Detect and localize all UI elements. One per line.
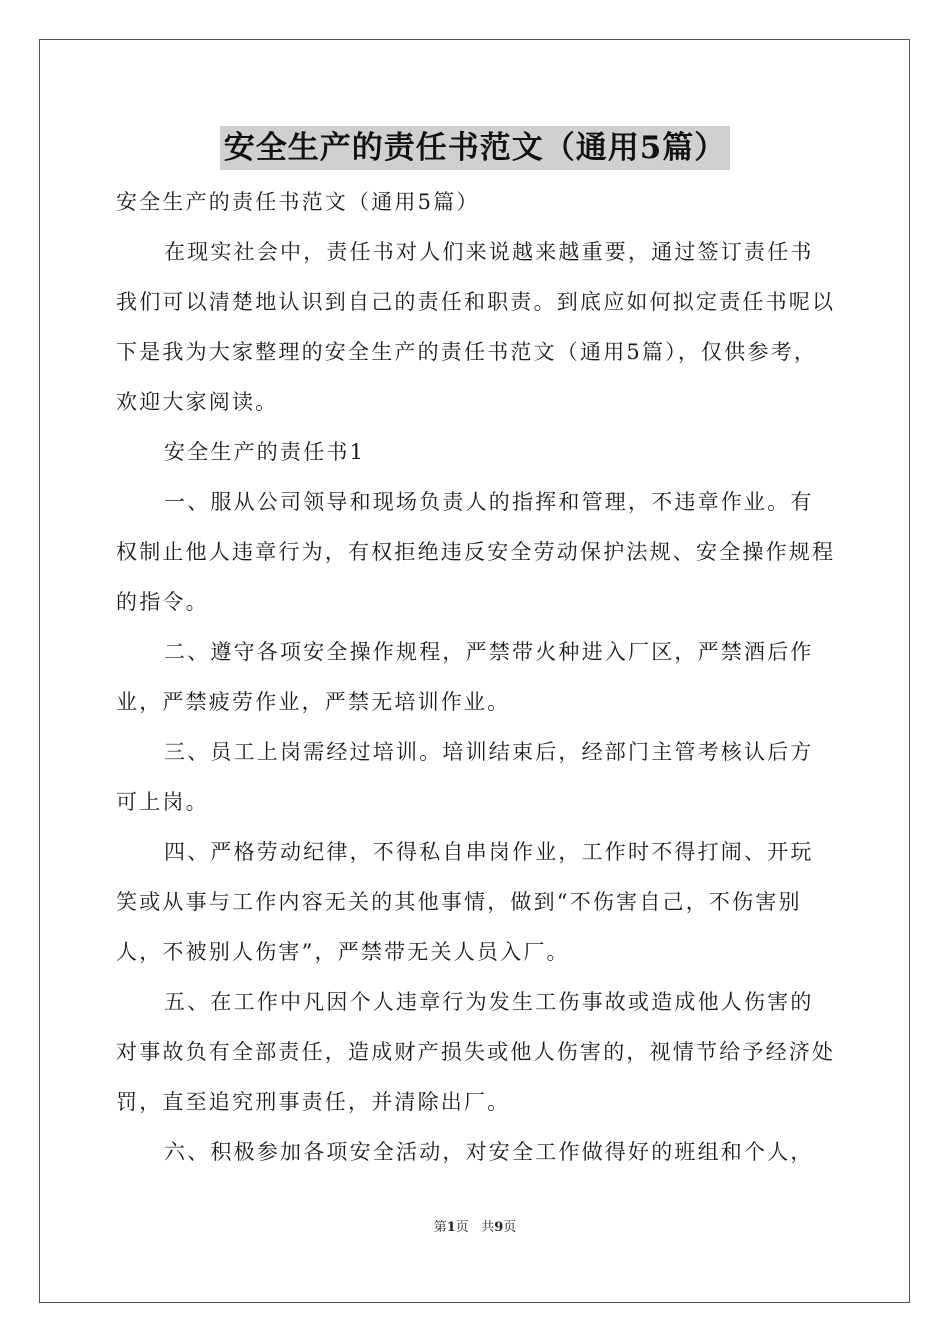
clause-3: 三、员工上岗需经过培训。培训结束后，经部门主管考核认后方可上岗。 — [116, 740, 814, 814]
total-prefix: 共 — [481, 1220, 495, 1235]
total-suffix: 页 — [503, 1220, 517, 1235]
title-area — [0, 126, 950, 170]
clause-6: 六、积极参加各项安全活动，对安全工作做得好的班组和个人， — [164, 1140, 814, 1164]
page-current: 1 — [446, 1220, 456, 1235]
clause-2: 二、遵守各项安全操作规程，严禁带火种进入厂区，严禁酒后作业，严禁疲劳作业，严禁无培训作业。 — [116, 640, 814, 714]
page-suffix: 页 — [455, 1220, 469, 1235]
document-body — [116, 177, 836, 1177]
section-heading: 安全生产的责任书1 — [164, 440, 366, 464]
clause-4: 四、严格劳动纪律，不得私自串岗作业，工作时不得打闹、开玩笑或从事与工作内容无关的其他事情，做到“不伤害自己，不伤害别人，不被别人伤害”，严禁带无关人员入厂。 — [116, 840, 814, 964]
clause-1: 一、服从公司领导和现场负责人的指挥和管理，不违章作业。有权制止他人违章行为，有权拒绝违反安全劳动保护法规、安全操作规程的指令。 — [116, 490, 836, 614]
subtitle-line: 安全生产的责任书范文（通用5篇） — [116, 190, 480, 214]
intro-paragraph: 在现实社会中，责任书对人们来说越来越重要，通过签订责任书我们可以清楚地认识到自己的责任和职责。到底应如何拟定责任书呢以下是我为大家整理的安全生产的责任书范文（通用5篇），仅供参考，欢迎大家阅读。 — [116, 240, 836, 414]
document-title: 安全生产的责任书范文（通用5篇） — [220, 126, 731, 170]
page-total: 9 — [494, 1220, 504, 1235]
page-prefix: 第 — [433, 1220, 447, 1235]
clause-5: 五、在工作中凡因个人违章行为发生工伤事故或造成他人伤害的对事故负有全部责任，造成财产损失或他人伤害的，视情节给予经济处罚，直至追究刑事责任，并清除出厂。 — [116, 990, 836, 1114]
page-footer — [0, 1216, 950, 1235]
